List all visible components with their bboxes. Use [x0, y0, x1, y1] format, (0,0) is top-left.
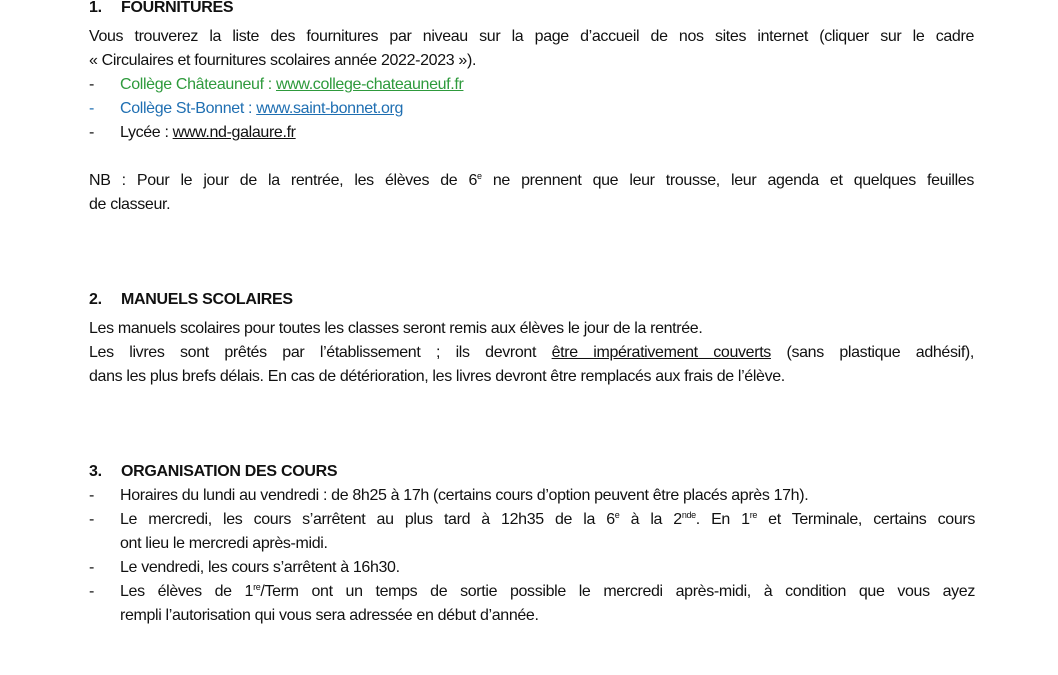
- text: rempli l’autorisation qui vous sera adressée en début d’année.: [120, 607, 539, 624]
- text: de classeur.: [89, 196, 171, 213]
- bullet-dash: -: [89, 124, 95, 141]
- paragraph-line: [89, 318, 974, 340]
- bullet-dash: -: [89, 511, 95, 528]
- list-item: [120, 581, 975, 603]
- link-saint-bonnet[interactable]: www.saint-bonnet.org: [256, 100, 404, 117]
- list-item-chateauneuf: [120, 74, 975, 96]
- section-heading-fournitures: [89, 0, 233, 19]
- bullet-dash: -: [89, 583, 95, 600]
- paragraph-line-nb: [89, 170, 974, 192]
- text: Le vendredi, les cours s’arrêtent à 16h30.: [120, 559, 400, 576]
- text: dans les plus brefs délais. En cas de détérioration, les livres devront être remplacés aux frais de l’élève.: [89, 368, 785, 385]
- text: ne prennent que leur trousse, leur agenda et quelques feuilles: [481, 172, 974, 189]
- superscript: re: [749, 510, 757, 520]
- superscript: re: [253, 582, 261, 592]
- text: et Terminale, certains cours: [757, 511, 976, 528]
- text: NB : Pour le jour de la rentrée, les élèves de 6: [89, 172, 478, 189]
- bullet-dash: -: [89, 100, 95, 117]
- list-item-continued: [120, 605, 975, 627]
- text: « Circulaires et fournitures scolaires année 2022-2023 »).: [89, 52, 477, 69]
- list-item: [120, 557, 975, 579]
- text: Les livres sont prêtés par l’établissement ; ils devront: [89, 344, 552, 361]
- list-item-label: Lycée :: [120, 124, 173, 141]
- text: ont lieu le mercredi après-midi.: [120, 535, 328, 552]
- section-title: ORGANISATION DES COURS: [121, 463, 338, 480]
- bullet-dash: -: [89, 487, 95, 504]
- text: Vous trouverez la liste des fournitures par niveau sur la page d’accueil de nos sites internet (cliquer sur le cadre: [89, 28, 974, 45]
- text: Le mercredi, les cours s’arrêtent au plus tard à 12h35 de la 6: [120, 511, 615, 528]
- link-college-chateauneuf[interactable]: www.college-chateauneuf.fr: [275, 76, 464, 93]
- list-item-lycee: [120, 122, 975, 144]
- bullet-dash: -: [89, 559, 95, 576]
- list-item: [120, 485, 975, 507]
- paragraph-line: [89, 26, 974, 48]
- link-nd-galaure[interactable]: www.nd-galaure.fr: [172, 124, 296, 141]
- text: /Term ont un temps de sortie possible le mercredi après-midi, à condition que vous ayez: [260, 583, 975, 600]
- section-number: 1.: [89, 0, 102, 16]
- text: à la 2: [619, 511, 682, 528]
- text: Les élèves de 1: [120, 583, 254, 600]
- list-item-label: Collège Châteauneuf :: [120, 76, 276, 93]
- list-item: [120, 509, 975, 531]
- text: Les manuels scolaires pour toutes les classes seront remis aux élèves le jour de la rentrée.: [89, 320, 703, 337]
- paragraph-line: [89, 366, 974, 388]
- section-title: FOURNITURES: [121, 0, 234, 16]
- section-number: 2.: [89, 291, 102, 308]
- superscript: e: [477, 171, 482, 181]
- text: Horaires du lundi au vendredi : de 8h25 à 17h (certains cours d’option peuvent être placés après 17h).: [120, 487, 809, 504]
- section-heading-organisation: [89, 461, 337, 483]
- list-item-st-bonnet: [120, 98, 975, 120]
- superscript: nde: [681, 510, 696, 520]
- paragraph-line: [89, 194, 974, 216]
- section-title: MANUELS SCOLAIRES: [121, 291, 293, 308]
- text: . En 1: [695, 511, 750, 528]
- text: (sans plastique adhésif),: [770, 344, 974, 361]
- list-item-label: Collège St-Bonnet :: [120, 100, 257, 117]
- paragraph-line: [89, 342, 974, 364]
- paragraph-line: [89, 50, 974, 72]
- section-number: 3.: [89, 463, 102, 480]
- superscript: e: [614, 510, 620, 520]
- bullet-dash: -: [89, 76, 95, 93]
- section-heading-manuels: [89, 289, 293, 311]
- underlined-text: être impérativement couverts: [551, 344, 771, 361]
- list-item-continued: [120, 533, 975, 555]
